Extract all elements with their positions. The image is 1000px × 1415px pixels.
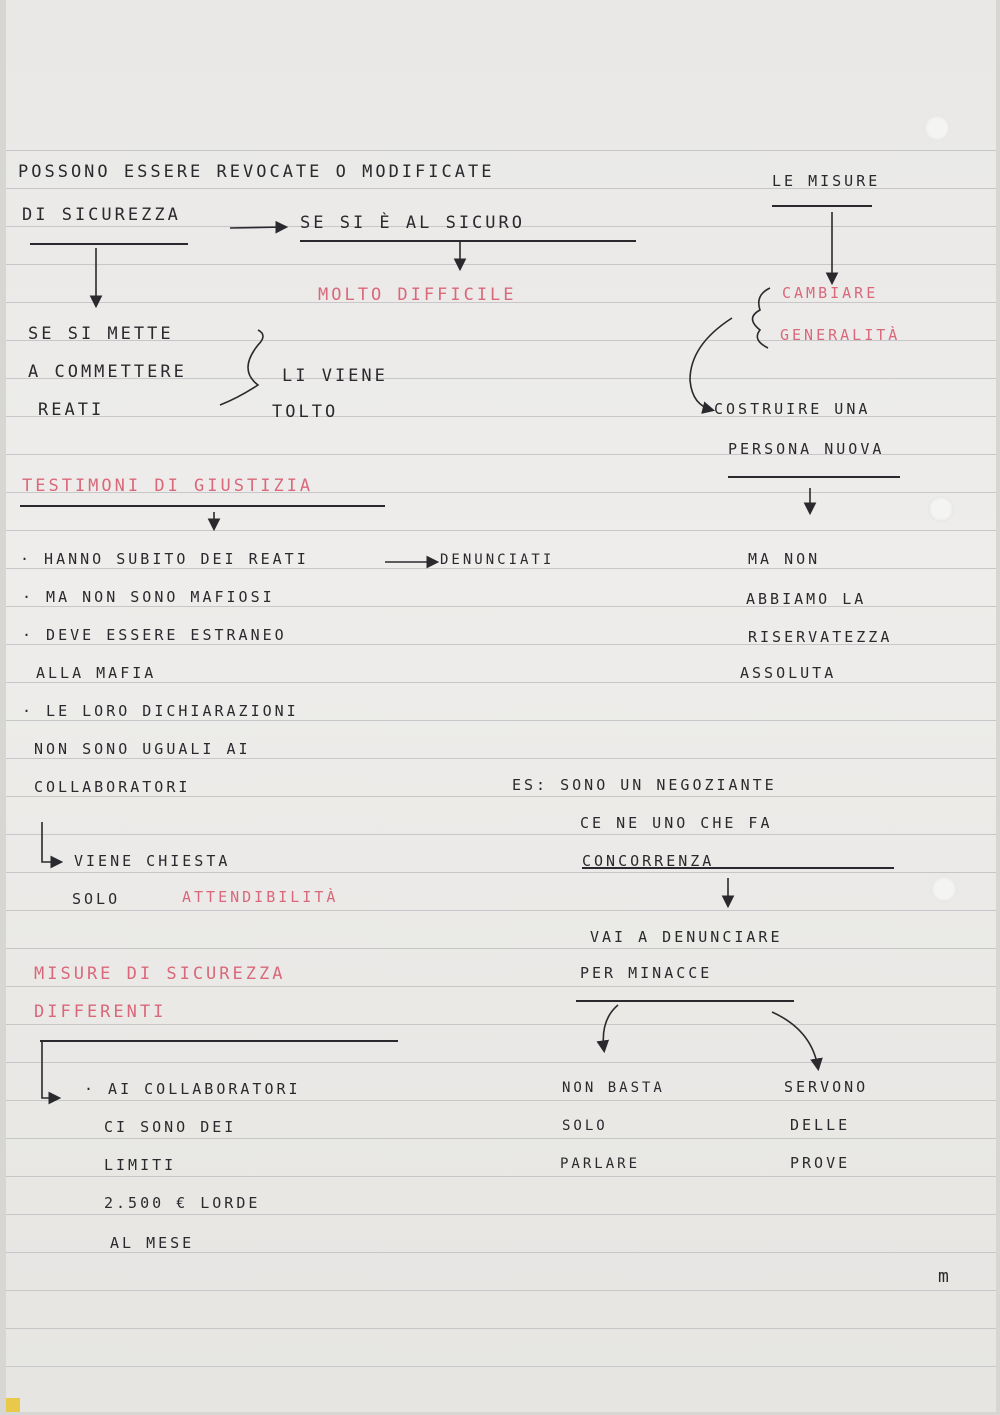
- note-line: DELLE: [790, 1116, 851, 1134]
- note-line: NON BASTA: [562, 1080, 665, 1096]
- underline: [20, 505, 385, 507]
- note-line: CI SONO DEI: [104, 1118, 237, 1136]
- note-line: MA NON: [748, 550, 821, 568]
- note-line: CE NE UNO CHE FA: [580, 814, 773, 832]
- note-line: REATI: [38, 400, 105, 420]
- note-line: ASSOLUTA: [740, 664, 837, 682]
- note-line: TOLTO: [272, 402, 339, 422]
- note-line: VAI A DENUNCIARE: [590, 928, 783, 946]
- note-line: PER MINACCE: [580, 964, 713, 982]
- note-line: SOLO: [72, 890, 121, 908]
- note-line-highlight: MOLTO DIFFICILE: [318, 285, 517, 305]
- note-line: DI SICUREZZA: [22, 205, 181, 225]
- note-line: A COMMETTERE: [28, 362, 187, 382]
- underline: [772, 205, 872, 207]
- underline: [30, 243, 188, 245]
- bullet-item: · HANNO SUBITO DEI REATI: [20, 550, 309, 568]
- section-heading: MISURE DI SICUREZZA: [34, 964, 286, 984]
- section-heading: DIFFERENTI: [34, 1002, 167, 1022]
- underline: [40, 1040, 398, 1042]
- bullet-item: · LE LORO DICHIARAZIONI: [22, 702, 299, 720]
- section-heading: TESTIMONI DI GIUSTIZIA: [22, 476, 314, 496]
- underline: [728, 476, 900, 478]
- bullet-item: ALLA MAFIA: [36, 664, 157, 682]
- note-line: SERVONO: [784, 1078, 869, 1096]
- note-line: VIENE CHIESTA: [74, 852, 231, 870]
- note-line: ES: SONO UN NEGOZIANTE: [512, 776, 777, 794]
- note-line: LIMITI: [104, 1156, 177, 1174]
- bullet-item: · DEVE ESSERE ESTRANEO: [22, 626, 287, 644]
- page-number: m: [938, 1266, 952, 1287]
- note-line: SOLO: [562, 1118, 608, 1134]
- note-line-highlight: ATTENDIBILITÀ: [182, 888, 339, 906]
- note-line: PROVE: [790, 1154, 851, 1172]
- note-line: RISERVATEZZA: [748, 628, 893, 646]
- bullet-item: NON SONO UGUALI AI: [34, 740, 251, 758]
- note-line: SE SI È AL SICURO: [300, 213, 525, 233]
- bullet-item: · MA NON SONO MAFIOSI: [22, 588, 275, 606]
- underline: [300, 240, 636, 242]
- note-line: 2.500 € LORDE: [104, 1194, 261, 1212]
- note-line: PARLARE: [560, 1156, 641, 1172]
- note-line: SE SI METTE: [28, 324, 174, 344]
- note-line-highlight: GENERALITÀ: [780, 326, 901, 344]
- note-line: PERSONA NUOVA: [728, 440, 885, 458]
- note-line: LI VIENE: [282, 366, 388, 386]
- note-line: LE MISURE: [772, 172, 881, 190]
- note-line: COSTRUIRE UNA: [714, 400, 871, 418]
- note-line: AL MESE: [110, 1234, 195, 1252]
- bullet-item: COLLABORATORI: [34, 778, 191, 796]
- note-line: ABBIAMO LA: [746, 590, 867, 608]
- note-line: CONCORRENZA: [582, 852, 715, 870]
- bullet-item: DENUNCIATI: [440, 552, 555, 568]
- bullet-item: · AI COLLABORATORI: [84, 1080, 301, 1098]
- note-line-highlight: CAMBIARE: [782, 284, 879, 302]
- note-line: POSSONO ESSERE REVOCATE O MODIFICATE: [18, 162, 495, 182]
- underline: [576, 1000, 794, 1002]
